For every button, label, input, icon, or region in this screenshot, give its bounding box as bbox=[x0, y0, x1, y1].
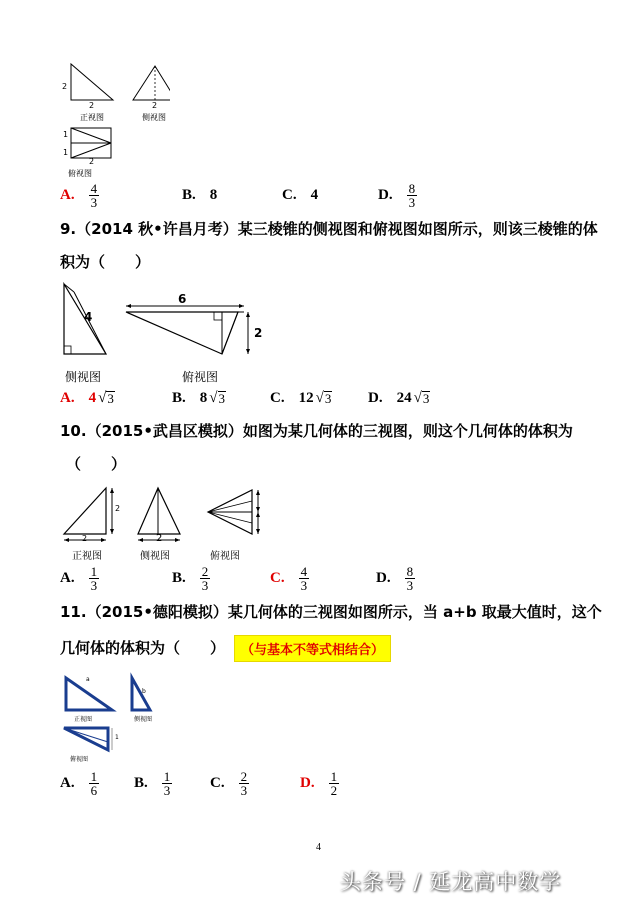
page-number: 4 bbox=[316, 842, 321, 853]
fraction: $\frac{2}{3}$ bbox=[240, 768, 248, 798]
q9-views bbox=[60, 282, 280, 382]
q11-option-d[interactable]: D. $\frac{1}{2}$ bbox=[300, 768, 338, 798]
q10-stem-line1: 10.（2015•武昌区模拟）如图为某几何体的三视图，则这个几何体的体积为 bbox=[60, 422, 573, 440]
q9-figure bbox=[60, 282, 280, 382]
q10-side-caption: 侧视图 bbox=[140, 551, 170, 562]
q9-stem-line2: 积为（ ） bbox=[60, 253, 151, 271]
q9-options bbox=[60, 381, 580, 415]
fraction: $\frac{2}{3}$ bbox=[201, 563, 209, 593]
q9-top-caption: 俯视图 bbox=[182, 370, 219, 384]
q8-option-c[interactable]: C. 4 bbox=[282, 186, 319, 203]
q11-stem-line1: 11.（2015•德阳模拟）某几何体的三视图如图所示，当 a+b 取最大值时，这个 bbox=[60, 603, 602, 621]
q9-stem-line1: 9.（2014 秋•许昌月考）某三棱锥的侧视图和俯视图如图所示，则该三棱锥的体 bbox=[60, 220, 598, 238]
q8-top-bottom-label: 2 bbox=[89, 157, 95, 166]
q11-top-label: 1 bbox=[115, 734, 119, 741]
q8-option-a[interactable]: A. $\frac{4}{3}$ bbox=[60, 180, 98, 210]
q8-figure bbox=[60, 60, 170, 180]
q11-options bbox=[60, 766, 580, 800]
q11-side-label: b bbox=[142, 688, 146, 695]
q10-front-triangle bbox=[64, 488, 106, 534]
q9-top-width-label: 6 bbox=[178, 292, 187, 306]
fraction: $\frac{8}{3}$ bbox=[406, 563, 414, 593]
watermark-text: 头条号 / 延龙高中数学 bbox=[340, 870, 562, 894]
q10-front-caption: 正视图 bbox=[72, 551, 102, 562]
fraction: $\frac{1}{2}$ bbox=[330, 768, 338, 798]
q11-stem-line2: 几何体的体积为（ ） bbox=[60, 639, 226, 657]
radical: 24 √ 3 bbox=[396, 389, 430, 406]
radical: 4 √ 3 bbox=[88, 389, 114, 406]
radical: 8 √ 3 bbox=[199, 389, 225, 406]
q10-side-triangle bbox=[138, 488, 180, 534]
radical: 12 √ 3 bbox=[298, 389, 332, 406]
q8-option-b[interactable]: B. 8 bbox=[182, 186, 218, 203]
q10-option-b[interactable]: B. $\frac{2}{3}$ bbox=[172, 563, 209, 593]
q11-option-c[interactable]: C. $\frac{2}{3}$ bbox=[210, 768, 248, 798]
q8-front-caption: 正视图 bbox=[80, 113, 104, 122]
q8-options bbox=[60, 178, 580, 212]
q10-front-bottom-label: 2 bbox=[82, 534, 88, 543]
q8-option-d[interactable]: D. $\frac{8}{3}$ bbox=[378, 180, 416, 210]
q10-figure bbox=[60, 484, 280, 562]
q11-front-label: a bbox=[86, 676, 90, 683]
q10-top-caption: 俯视图 bbox=[210, 551, 240, 562]
q8-side-caption: 侧视图 bbox=[142, 113, 166, 122]
q10-side-bottom-label: 2 bbox=[156, 533, 163, 544]
q9-top-triangle bbox=[126, 312, 238, 354]
q11-option-b[interactable]: B. $\frac{1}{3}$ bbox=[134, 768, 171, 798]
q11-option-a[interactable]: A. $\frac{1}{6}$ bbox=[60, 768, 98, 798]
q8-front-bottom-label: 2 bbox=[89, 101, 95, 110]
fraction: $\frac{1}{3}$ bbox=[90, 563, 98, 593]
q10-option-d[interactable]: D. $\frac{8}{3}$ bbox=[376, 563, 414, 593]
q10-option-c[interactable]: C. $\frac{4}{3}$ bbox=[270, 563, 308, 593]
q11-hint-badge: （与基本不等式相结合） bbox=[234, 635, 391, 662]
fraction: $\frac{1}{3}$ bbox=[163, 768, 171, 798]
q10-option-a[interactable]: A. $\frac{1}{3}$ bbox=[60, 563, 98, 593]
q8-front-triangle bbox=[71, 64, 113, 100]
q10-stem-line2: （ ） bbox=[66, 455, 127, 473]
q8-top-caption: 俯视图 bbox=[68, 169, 92, 178]
q11-side-triangle bbox=[132, 678, 150, 710]
q9-option-a[interactable]: A. 4 √ 3 bbox=[60, 389, 114, 406]
q8-top-side-lower-label: 1 bbox=[63, 148, 69, 157]
fraction: $\frac{4}{3}$ bbox=[90, 180, 98, 210]
q11-top-triangle bbox=[64, 728, 108, 750]
q10-options bbox=[60, 561, 580, 595]
q9-option-c[interactable]: C. 12 √ 3 bbox=[270, 389, 332, 406]
q8-top-side-upper-label: 1 bbox=[63, 130, 69, 139]
q8-front-side-label: 2 bbox=[62, 82, 68, 91]
fraction: $\frac{4}{3}$ bbox=[300, 563, 308, 593]
q9-top-height-label: 2 bbox=[254, 326, 263, 340]
q11-side-caption: 侧视图 bbox=[134, 716, 153, 723]
q8-side-bottom-label: 2 bbox=[152, 101, 158, 110]
q9-option-b[interactable]: B. 8 √ 3 bbox=[172, 389, 225, 406]
q11-figure bbox=[60, 670, 180, 770]
fraction: $\frac{8}{3}$ bbox=[408, 180, 416, 210]
q11-front-caption: 正视图 bbox=[74, 716, 93, 723]
q10-front-side-label: 2 bbox=[115, 504, 121, 513]
q9-side-label: 4 bbox=[84, 310, 93, 324]
q9-side-caption: 侧视图 bbox=[65, 370, 102, 384]
fraction: $\frac{1}{6}$ bbox=[90, 768, 98, 798]
q8-side-triangle bbox=[133, 66, 170, 100]
q9-option-d[interactable]: D. 24 √ 3 bbox=[368, 389, 430, 406]
q11-top-caption: 俯视图 bbox=[70, 756, 89, 763]
